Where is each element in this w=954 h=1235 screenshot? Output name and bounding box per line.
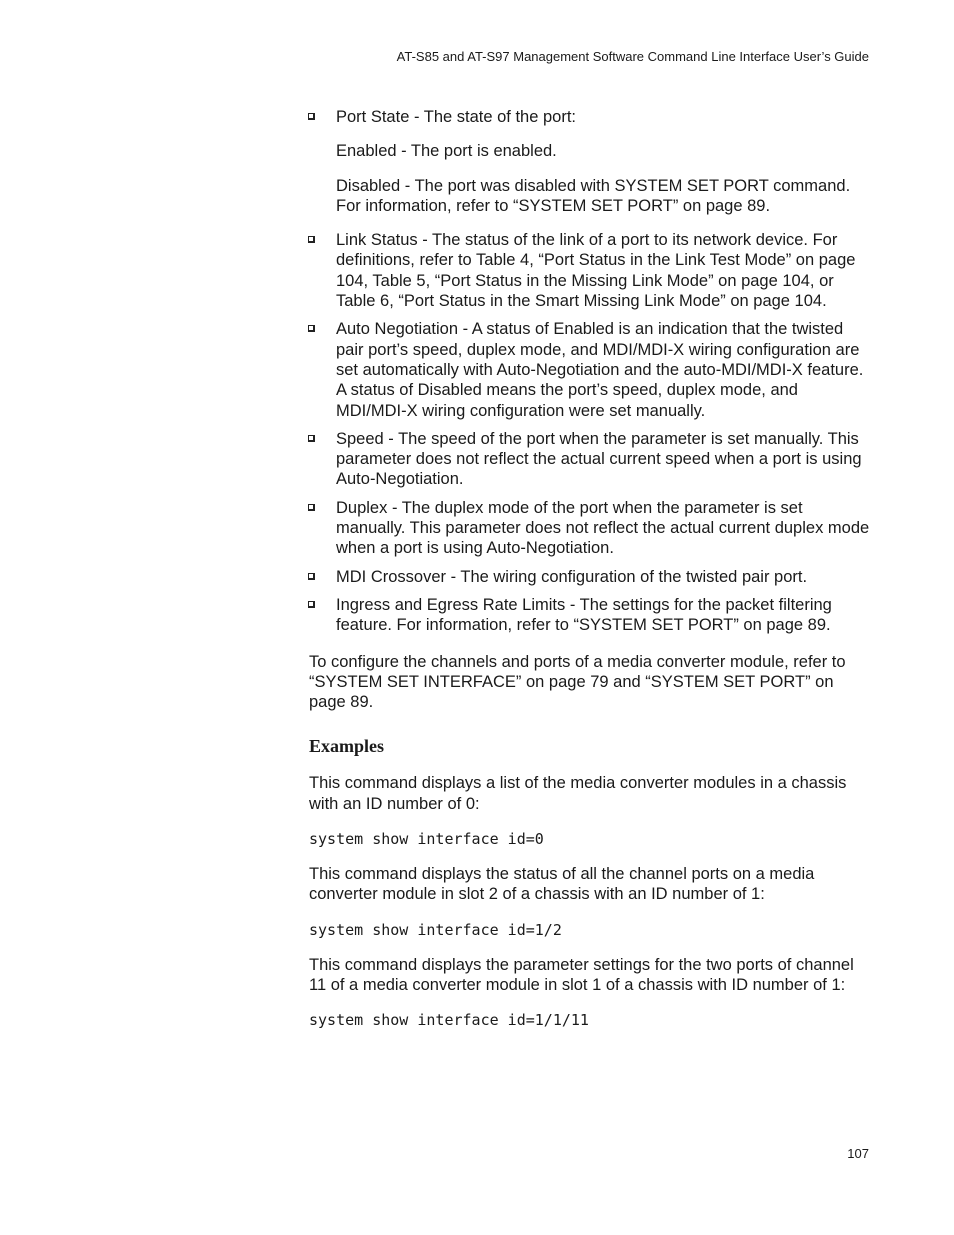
square-bullet-icon [308, 236, 315, 243]
list-item-text: Speed - The speed of the port when the parameter is set manually. This parameter does not reflect the actual current speed when a port is using Auto-Negotiation. [336, 429, 862, 489]
example-description: This command displays the status of all the channel ports on a media converter module in slot 2 of a chassis with an ID number of 1: [309, 865, 815, 904]
list-item-speed [309, 429, 871, 490]
example-description: This command displays a list of the media converter modules in a chassis with an ID number of 0: [309, 774, 847, 813]
square-bullet-icon [308, 573, 315, 580]
page-number: 107 [847, 1146, 869, 1161]
field-description-list [309, 107, 871, 636]
list-item-text: Link Status - The status of the link of a port to its network device. For definitions, refer to Table 4, “Port Status in the Link Test Mode” on page 104, Table 5, “Port Status in the Missing Link Mode” on page 104, or Table 6, “Port Status in the Smart Missing Link Mode” on page 104. [336, 231, 856, 311]
sub-item-enabled: Enabled - The port is enabled. [336, 142, 557, 161]
list-item-mdi-crossover [309, 567, 871, 587]
list-item-text: Duplex - The duplex mode of the port when the parameter is set manually. This parameter does not reflect the actual current duplex mode when a port is using Auto-Negotiation. [336, 498, 870, 558]
square-bullet-icon [308, 113, 315, 120]
list-item-link-status [309, 230, 871, 311]
list-item-rate-limits [309, 595, 871, 636]
example-command: system show interface id=1/1/11 [309, 1011, 589, 1030]
square-bullet-icon [308, 435, 315, 442]
square-bullet-icon [308, 325, 315, 332]
running-header: AT-S85 and AT-S97 Management Software Command Line Interface User’s Guide [396, 49, 869, 64]
page-content [309, 107, 871, 1029]
list-item-text: Auto Negotiation - A status of Enabled is an indication that the twisted pair port’s speed, duplex mode, and MDI/MDI-X wiring configuration are set automatically with Auto-Negotiation and the auto-MDI/MDI-X feature. A status of Disabled means the port’s speed, duplex mode, and MDI/MDI-X wiring configuration were set manually. [336, 320, 864, 420]
example-command: system show interface id=1/2 [309, 920, 562, 939]
example-command: system show interface id=0 [309, 830, 544, 849]
square-bullet-icon [308, 504, 315, 511]
configure-paragraph: To configure the channels and ports of a media converter module, refer to “SYSTEM SET INTERFACE” on page 79 and “SYSTEM SET PORT” on page 89. [309, 652, 846, 712]
list-item-duplex [309, 498, 871, 559]
list-item-text: Port State - The state of the port: [336, 108, 576, 126]
examples-heading: Examples [309, 736, 385, 757]
list-item-text: MDI Crossover - The wiring configuration of the twisted pair port. [336, 567, 808, 586]
sub-item-disabled: Disabled - The port was disabled with SYSTEM SET PORT command. For information, refer to “SYSTEM SET PORT” on page 89. [336, 176, 851, 215]
list-item-text: Ingress and Egress Rate Limits - The settings for the packet filtering feature. For information, refer to “SYSTEM SET PORT” on page 89. [336, 595, 832, 635]
list-item-auto-negotiation [309, 319, 871, 420]
square-bullet-icon [308, 601, 315, 608]
list-item-port-state [309, 107, 871, 216]
example-description: This command displays the parameter settings for the two ports of channel 11 of a media converter module in slot 1 of a chassis with ID number of 1: [309, 955, 854, 994]
